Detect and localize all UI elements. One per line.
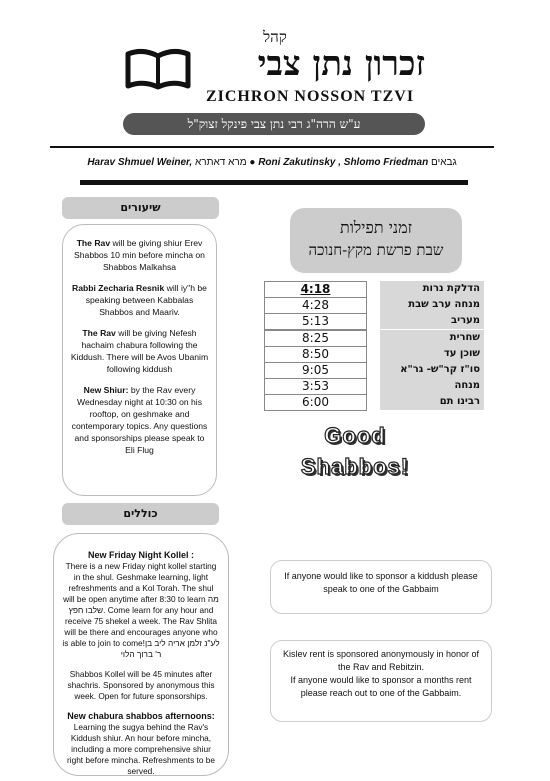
zmanim-row [264,362,485,377]
good-text: Good [324,423,386,448]
zmanim-row [264,330,485,345]
zmanim-time: 6:00 [264,394,367,411]
bottom-rule [80,180,468,185]
gabbaim-label: גבאים [431,157,457,168]
top-rule [50,146,494,148]
kehal-label: קהל [263,28,287,46]
shabbos-text: Shabbos! [300,454,410,479]
zmanim-row [264,297,485,312]
rabbis-line: Harav Shmuel Weiner, מרא דאתרא ● Roni Zakutinsky , Shlomo Friedman גבאים [87,157,457,168]
kollelim-box [53,533,229,776]
zmanim-row [264,378,485,393]
zmanim-label: הדלקת נרות [380,281,484,297]
gabbaim-names: Roni Zakutinsky , Shlomo Friedman [258,157,429,168]
shiur-nefesh-hachaim: The Rav will be giving Nefesh hachaim chabura following the Kiddush. There will be Avos Ubanim following kiddush [70,328,209,374]
shabbos-kollel-text: Shabbos Kollel will be 45 minutes after shachris. Sponsored by anonymous this week. Open for future sponsorships. [67,669,215,701]
zmanim-time: 8:25 [264,330,367,347]
zmanim-time: 8:50 [264,346,367,363]
zmanim-label: מעריב [380,313,484,329]
zmanim-row [264,313,485,328]
parsha-title: שבת פרשת מקץ-חנוכה [308,241,444,259]
zmanim-label: מנחה [380,378,484,394]
zmanim-label: מנחה ערב שבת [380,297,484,313]
zmanim-time: 5:13 [264,313,367,330]
zmanim-label: רבינו תם [380,394,484,410]
dedication-banner: ע"ש הרה"ג רבי נתן צבי פינקל זצוק"ל [123,113,425,135]
open-book-icon [125,46,191,90]
rav-name: Harav Shmuel Weiner [87,157,190,168]
rent-sponsor-line1: Kislev rent is sponsored anonymously in honor of the Rav and Rebitzin. [282,649,480,672]
kiddush-sponsor-box [270,560,492,614]
kiddush-sponsor-text: If anyone would like to sponsor a kiddush please speak to one of the Gabbaim [284,571,478,594]
zmanim-time: 4:28 [264,297,367,314]
zmanim-label: שחרית [380,330,484,346]
rent-sponsor-box [270,640,492,722]
zmanim-row [264,394,485,409]
zmanim-time: 3:53 [264,378,367,395]
shiur-new-wednesday: New Shiur: by the Rav every Wednesday night at 10:30 on his rooftop, on geshmake and contemporary topics. Any questions and sponsorships please speak to Eli Flug [71,385,208,455]
zmanim-time: 4:18 [264,281,367,298]
friday-kollel-text: There is a new Friday night kollel starting in the shul. Geshmake learning, light refreshments and a Kol Torah. The shul will be open anytime after 8:30 to learn מה שלבו חפץ. Come learn for any hour and receive 75 shekel a week. The Rav Shlita will be there and encourages anyone who is able to join to come!לע"נ זלמן אריה ליב בן ר' ברוך הלוי [62,561,220,659]
chabura-text: Learning the sugya behind the Rav's Kiddush shiur. An hour before mincha, including a more comprehensive shiur right before mincha. Refreshments to be served. [66,722,216,776]
zmanim-time: 9:05 [264,362,367,379]
chabura-title: New chabura shabbos afternoons: [67,711,215,721]
shul-name-english: ZICHRON NOSSON TZVI [205,88,415,105]
kollelim-header: כוללים [62,503,219,525]
zmanim-title: זמני תפילות [339,218,413,237]
zmanim-row [264,281,485,296]
rent-sponsor-line2: If anyone would like to sponsor a months rent please reach out to one of the Gabbaim. [290,675,472,698]
shiurim-header: שיעורים [62,197,219,219]
zmanim-label: שוכן עד [380,346,484,362]
shiur-rabbi-resnik: Rabbi Zecharia Resnik will iy"h be speaking between Kabbalas Shabbos and Maariv. [72,283,207,317]
friday-kollel-title: New Friday Night Kollel : [87,550,194,560]
zmanim-label: סו"ז קר"ש- גר"א [380,362,484,378]
shul-name-hebrew: זכרון נתן צבי [257,44,425,84]
zmanim-row [264,346,485,361]
zmanim-header [290,208,462,273]
shiur-rav-erev-shabbos: The Rav will be giving shiur Erev Shabbos 10 min before mincha on Shabbos Malkahsa [74,238,205,272]
shiurim-box [62,224,217,496]
mara-label: מרא דאתרא [194,157,247,168]
